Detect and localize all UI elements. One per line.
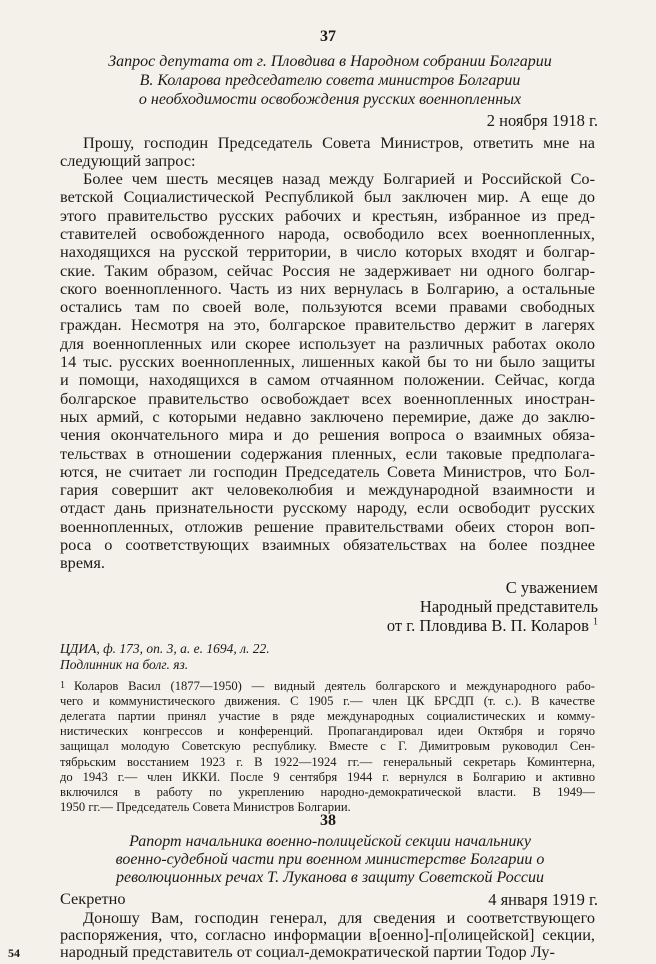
document-number-38: 38	[320, 812, 336, 829]
footnote-line: до 1943 г.— член ИККИ. После 9 сентября 1944 г. вернулся в Болгарию и активно	[60, 769, 595, 784]
doc37-body-line: ветской Социалистической Республикой был заключен мир. А еще до	[60, 188, 595, 207]
doc37-body-line: ского военнопленного. Часть из них вернулась в Болгарию, а остальные	[60, 279, 595, 298]
page-number: 54	[8, 946, 20, 960]
doc37-body-line: ются, не считает ли господин Председатель Совета Министров, что Бол-	[60, 462, 595, 481]
archive-reference: ЦДИА, ф. 173, оп. 3, а. е. 1694, л. 22.	[60, 641, 270, 656]
footnote-mark: 1	[60, 680, 65, 691]
original-language-note: Подлинник на болг. яз.	[60, 657, 189, 672]
footnote-line: 1950 гг.— Председатель Совета Министров Болгарии.	[60, 799, 351, 814]
doc37-body-line: 14 тыс. русских военнопленных, лишенных какой бы то ни было защиты	[60, 353, 595, 371]
doc37-body-line: для военнопленных или скорее использует на различных работах около	[60, 334, 595, 353]
document-number-37: 37	[320, 28, 336, 45]
doc37-body-line: чения окончательного мира и до решения вопроса о взаимных обяза-	[60, 426, 595, 445]
footnote-line: нистических конгрессов и конференций. Пропагандировал идеи Октября и горячо	[60, 724, 595, 739]
doc38-title-line-1: Рапорт начальника военно-полицейской секции начальнику	[129, 833, 531, 850]
footnote-line: тябрьским восстанием 1923 г. В 1922—1924 гг.— генеральный секретарь Коминтерна,	[60, 754, 595, 769]
doc37-body-line: находящихся на русской территории, в число которых входят и болгар-	[60, 243, 595, 262]
doc38-body-line: Доношу Вам, господин генерал, для сведения и соответствующего	[83, 909, 595, 927]
doc37-closing-line: Народный представитель	[419, 597, 598, 616]
doc37-title-line-3: о необходимости освобождения русских военнопленных	[138, 91, 522, 108]
doc37-body-line: этого правительство русских рабочих и крестьян, избранное из пред-	[60, 206, 595, 225]
doc37-closing-line: С уважением	[505, 578, 598, 597]
doc37-title-line-1: Запрос депутата от г. Пловдива в Народном собрании Болгарии	[108, 53, 552, 70]
doc37-body-line: ных армий, с которыми недавно заключено перемирие, даже до заклю-	[60, 407, 595, 426]
doc37-body-line: время.	[60, 554, 105, 573]
doc37-body-line: тельствах в отношении содержания пленных, если таковые предполага-	[60, 444, 595, 463]
doc38-title-line-3: революционных речах Т. Луканова в защиту Советской России	[116, 869, 544, 886]
doc37-body-line: роса о соответствующих взаимных обязательствах на более позднее	[60, 536, 595, 554]
footnote-line: делегата партии принял участие в ряде международных социалистических и комму-	[60, 709, 595, 724]
doc37-body-line: следующий запрос:	[60, 152, 196, 170]
doc38-date: 4 января 1919 г.	[488, 890, 598, 909]
doc37-body-line: и помощи, находящихся в самом отчаянном положении. Сейчас, когда	[60, 371, 595, 390]
footnote-reference-mark: 1	[593, 616, 598, 628]
doc37-date: 2 ноября 1918 г.	[486, 111, 598, 130]
doc37-title-line-2: В. Коларова председателю совета министров Болгарии	[139, 72, 521, 89]
doc38-body-line: распоряжения, что, согласно информации в[оенно]-п[олицейской] секции,	[60, 926, 595, 944]
classification-label: Секретно	[60, 890, 126, 908]
doc37-body-line: Прошу, господин Председатель Совета Министров, ответить мне на	[83, 134, 595, 152]
doc37-body-line: военнопленных, отложив решение правительствами обеих сторон воп-	[60, 517, 595, 536]
footnote-line: включился в работу по укреплению народно-демократической власти. В 1949—	[60, 784, 595, 799]
footnote-line: Коларов Васил (1877—1950) — видный деятель болгарского и международного рабо-	[74, 679, 595, 693]
doc37-body-line: Более чем шесть месяцев назад между Болгарией и Российской Со-	[83, 170, 595, 188]
footnote-line: чего и коммунистического движения. С 1905 г.— член ЦК БРСДП (т. с.). В качестве	[60, 694, 595, 709]
doc37-signature-text: от г. Пловдива В. П. Коларов	[386, 616, 589, 635]
doc37-body-line: ские. Таким образом, сейчас Россия не задерживает ни одного болгар-	[60, 261, 595, 280]
doc37-body-line: ставителей освобожденного народа, освободило всех военнопленных,	[60, 224, 595, 243]
doc37-body-line: гария совершит акт человеколюбия и международной взаимности и	[60, 481, 595, 500]
doc37-signature	[387, 616, 598, 635]
doc38-title-line-2: военно-судебной части при военном министерстве Болгарии о	[115, 851, 545, 868]
doc37-body-line: болгарское правительство освобождает всех военнопленных иностран-	[60, 389, 595, 408]
doc37-body-line: остались там по своей воле, пользуются всеми правами свободных	[60, 298, 595, 317]
doc37-body-line: граждан. Несмотря на это, болгарское правительство держит в лагерях	[60, 316, 595, 335]
doc37-body-line: отдаст дань признательности русскому народу, если освободит русских	[60, 499, 595, 518]
footnote-line: защищал молодую Советскую республику. Вместе с Г. Димитровым руководил Сен-	[60, 739, 595, 754]
doc38-body-line: народный представитель от социал-демократической партии Тодор Лу-	[60, 943, 555, 960]
